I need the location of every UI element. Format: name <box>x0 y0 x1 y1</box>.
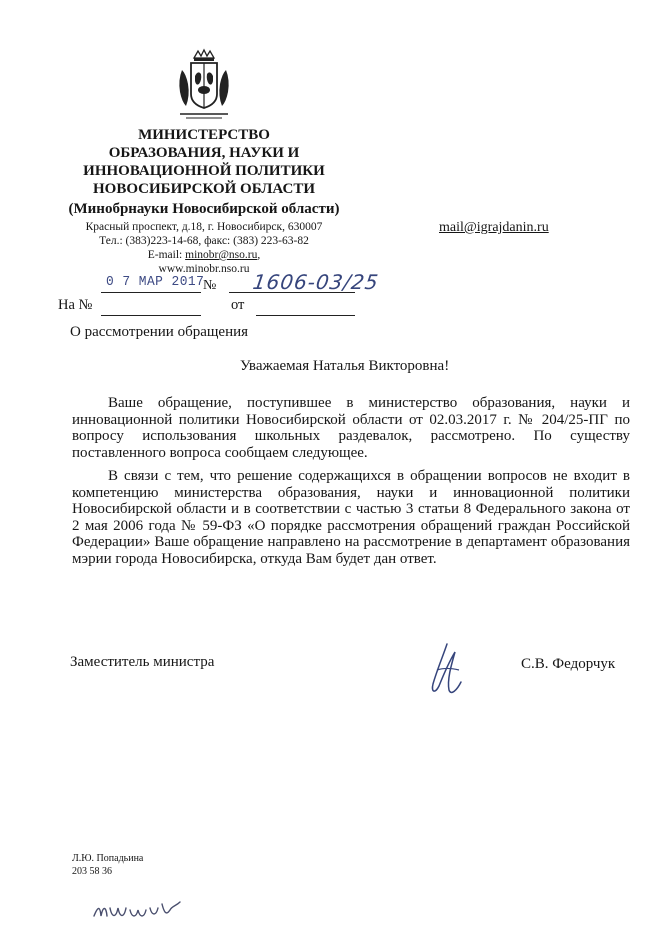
outgoing-number-sign: № <box>203 278 217 293</box>
reference-date-field <box>256 315 355 316</box>
coat-of-arms-icon <box>176 48 232 122</box>
ministry-website[interactable]: www.minobr.nso.ru <box>158 263 250 275</box>
ministry-email-line <box>56 249 352 263</box>
signature-icon <box>425 640 467 700</box>
pencil-note-icon <box>92 896 182 924</box>
body-paragraph-2: В связи с тем, что решение содержащихся в обращении вопросов не входит в компетенцию министерства образования, науки и инновационной политики Новосибирской области и в соответствии с частью 3 статьи 8 Федерального закона от 2 мая 2006 года № 59-ФЗ «О порядке рассмотрения обращений граждан Российской Федерации» Ваше обращение направлено на рассмотрение в департамент образования мэрии города Новосибирска, откуда Вам будет дан ответ. <box>72 468 630 567</box>
ministry-phone-fax: Тел.: (383)223-14-68, факс: (383) 223-63-82 <box>99 235 309 247</box>
outgoing-number-handwritten: 1606-03/25 <box>251 270 381 294</box>
ministry-name-line-4: НОВОСИБИРСКОЙ ОБЛАСТИ <box>92 181 316 197</box>
reference-number-field <box>101 315 201 316</box>
executor-name: Л.Ю. Попадьина <box>72 853 144 864</box>
salutation: Уважаемая Наталья Викторовна! <box>240 358 450 374</box>
ministry-email-link[interactable]: minobr@nso.ru <box>185 249 258 261</box>
reference-date-label: от <box>231 297 245 313</box>
executor-phone: 203 58 36 <box>72 866 112 877</box>
reference-number-label: На № <box>58 297 93 313</box>
ministry-name-line-2: ОБРАЗОВАНИЯ, НАУКИ И <box>108 145 300 161</box>
body-paragraph-1: Ваше обращение, поступившее в министерство образования, науки и инновационной политики Новосибирской области от 02.03.2017 г. № 204/25-ПГ по вопросу использования школьных раздевалок, рассмотрено. По существу поставленного вопроса сообщаем следующее. <box>72 395 630 461</box>
date-underline <box>101 292 201 293</box>
email-suffix: , <box>257 249 261 261</box>
email-prefix: E-mail: <box>147 249 186 261</box>
number-underline <box>229 292 355 293</box>
ministry-name-line-3: ИННОВАЦИОННОЙ ПОЛИТИКИ <box>83 163 325 179</box>
signatory-name: С.В. Федорчук <box>521 656 616 672</box>
ministry-short-name: (Минобрнауки Новосибирской области) <box>68 201 340 217</box>
signatory-position: Заместитель министра <box>70 654 215 670</box>
ministry-address: Красный проспект, д.18, г. Новосибирск, 630007 <box>85 221 323 233</box>
ministry-name-line-1: МИНИСТЕРСТВО <box>138 127 270 143</box>
recipient-email[interactable]: mail@igrajdanin.ru <box>439 220 549 235</box>
registration-date-stamp: 0 7 МАР 2017 <box>106 274 205 290</box>
letter-subject: О рассмотрении обращения <box>70 324 249 340</box>
